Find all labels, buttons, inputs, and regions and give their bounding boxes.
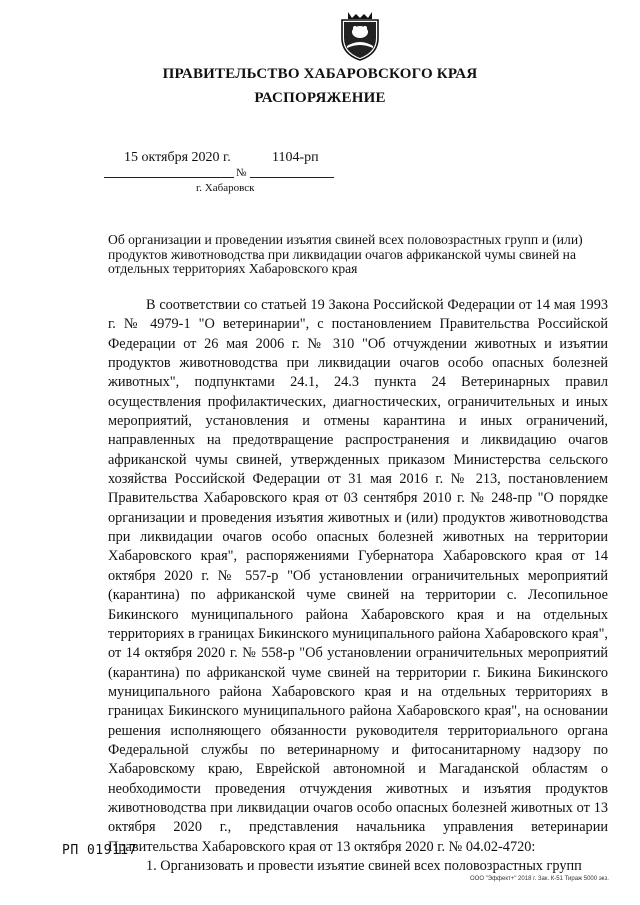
item-1-paragraph: 1. Организовать и провести изъятие свиней всех половозрастных групп — [146, 857, 582, 874]
form-code: РП 019117 — [62, 843, 137, 858]
document-title: Об организации и проведении изъятия свиней всех половозрастных групп и (или) продуктов животноводства при ликвидации очагов африканской чумы свиней на отдельных территориях Хабаровского края — [108, 232, 583, 276]
organization-name: ПРАВИТЕЛЬСТВО ХАБАРОВСКОГО КРАЯ — [162, 66, 478, 82]
document-city: г. Хабаровск — [196, 182, 255, 194]
document-body — [108, 296, 608, 876]
document-type: РАСПОРЯЖЕНИЕ — [254, 90, 386, 106]
date-underline — [104, 177, 234, 178]
document-number: 1104-рп — [272, 150, 319, 165]
printer-imprint: ООО "Эффект+" 2018 г. Зак. К-51 Тираж 5000 экз. — [470, 876, 609, 882]
number-underline — [250, 177, 334, 178]
document-date: 15 октября 2020 г. — [124, 150, 231, 165]
number-sign: № — [236, 167, 247, 179]
coat-of-arms-icon — [338, 8, 382, 62]
preamble-paragraph: В соответствии со статьей 19 Закона Российской Федерации от 14 мая 1993 г. № 4979-1 "О ветеринарии", с постановлением Правительства Российской Федерации от 26 мая 2006 г. № 310 "Об отчуждении животных и изъятии продуктов животноводства при ликвидации очагов особо опасных болезней животных", подпунктами 24.1, 24.3 пункта 24 Ветеринарных правил осуществления профилактических, диагностических, ограничительных и иных мероприятий, установления и отмены карантина и иных ограничений, направленных на предотвращение распространения и ликвидацию очагов африканской чумы свиней, утвержденных приказом Министерства сельского хозяйства Российской Федерации от 31 мая 2016 г. № 213, постановлением Правительства Хабаровского края от 03 сентября 2010 г. № 248-пр "О порядке организации и проведения изъятия животных и (или) продуктов животноводства при ликвидации очагов особо опасных болезней животных на территории Хабаровского края", распоряжениями Губернатора Хабаровского края от 14 октября 2020 г. № 557-р "Об установлении ограничительных мероприятий (карантина) по африканской чуме свиней на территории с. Лесопильное Бикинского муниципального района Хабаровского края и на отдельных территориях в границах Бикинского муниципального района Хабаровского края", от 14 октября 2020 г. № 558-р "Об установлении ограничительных мероприятий (карантина) по африканской чуме свиней на территории г. Бикина Бикинского муниципального района Хабаровского края и на отдельных территориях в границах Бикинского муниципального района Хабаровского края", на основании решения исполняющего обязанности руководителя территориального органа Федеральной службы по ветеринарному и фитосанитарному надзору по Хабаровскому краю, Еврейской автономной и Магаданской областям о необходимости проведения отчуждения животных и изъятия продуктов животноводства при ликвидации очагов особо опасных болезней животных от 13 октября 2020 г., представления начальника управления ветеринарии Правительства Хабаровского края от 13 октября 2020 г. № 04.02-4720: — [108, 297, 608, 855]
